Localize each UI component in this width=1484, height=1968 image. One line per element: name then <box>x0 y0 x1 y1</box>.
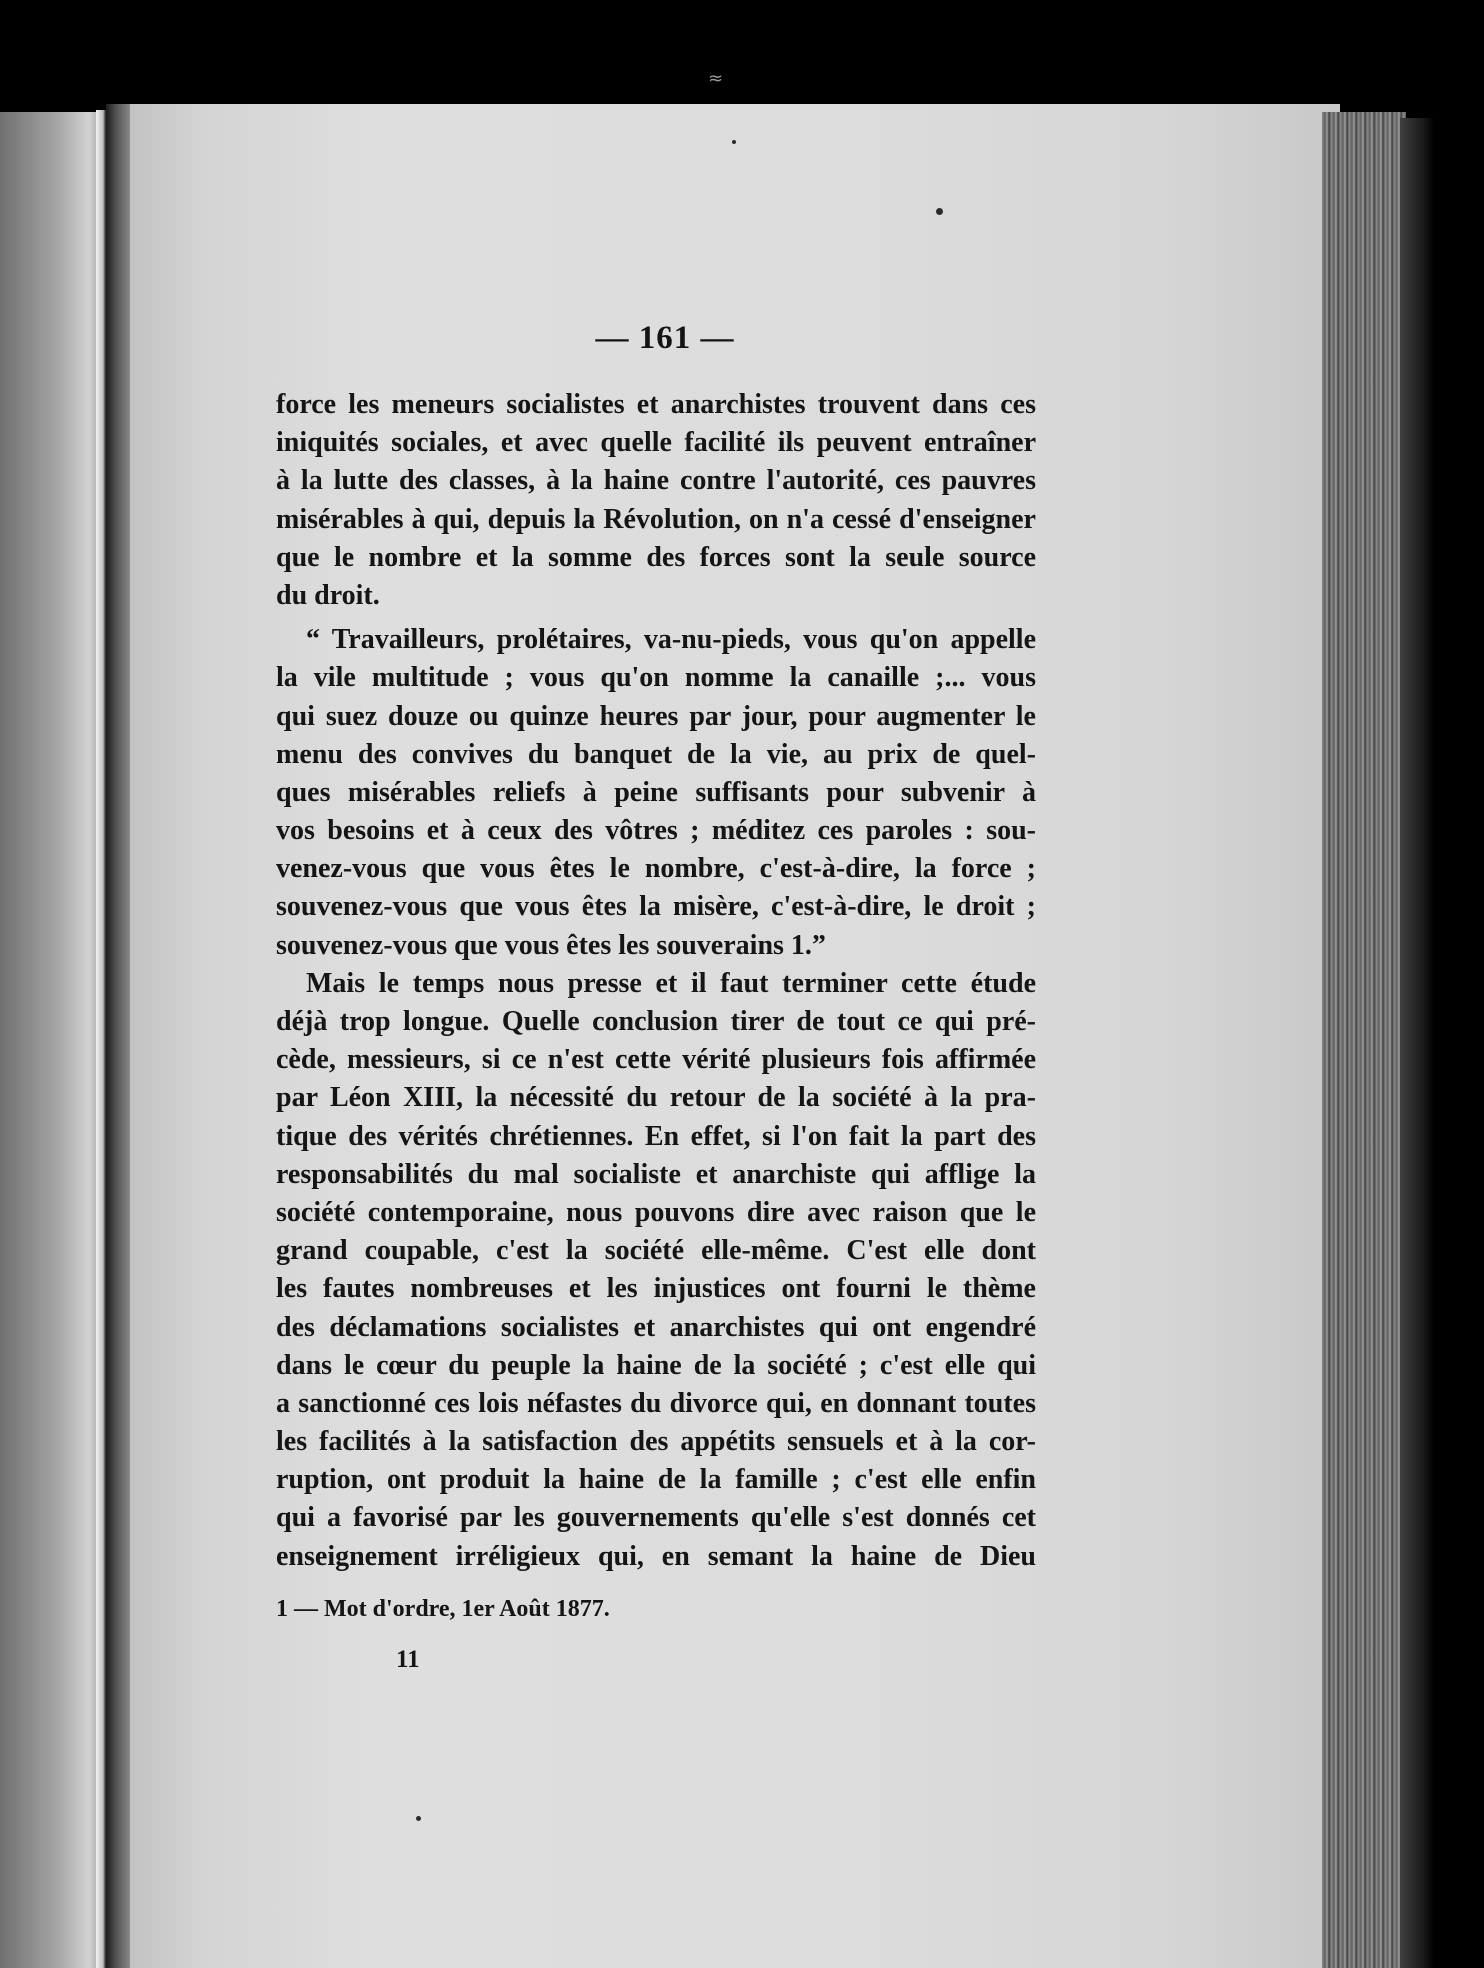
body-text <box>276 386 1036 1576</box>
text-line: qui suez douze ou quinze heures par jour, pour augmenter le <box>276 700 1036 732</box>
text-line: Mais le temps nous presse et il faut terminer cette étude <box>306 967 1036 999</box>
page-block-edges <box>1322 112 1406 1968</box>
text-line: souvenez-vous que vous êtes la misère, c'est-à-dire, le droit ; <box>276 891 1036 923</box>
text-line: cède, messieurs, si ce n'est cette vérité plusieurs fois affirmée <box>276 1044 1036 1076</box>
text-line: grand coupable, c'est la société elle-même. C'est elle dont <box>276 1235 1036 1267</box>
book-fore-edge-shadow <box>1400 118 1434 1968</box>
text-line: ruption, ont produit la haine de la famille ; c'est elle enfin <box>276 1464 1036 1496</box>
text-line: la vile multitude ; vous qu'on nomme la canaille ;... vous <box>276 662 1036 694</box>
text-line: des déclamations socialistes et anarchistes qui ont engendré <box>276 1311 1036 1343</box>
text-line: venez-vous que vous êtes le nombre, c'est-à-dire, la force ; <box>276 853 1036 885</box>
signature-mark: 11 <box>396 1646 420 1673</box>
dust-speck <box>416 1816 421 1821</box>
text-line: “ Travailleurs, prolétaires, va-nu-pieds, vous qu'on appelle <box>306 624 1036 656</box>
text-line: tique des vérités chrétiennes. En effet, si l'on fait la part des <box>276 1120 1036 1152</box>
text-line: dans le cœur du peuple la haine de la société ; c'est elle qui <box>276 1349 1036 1381</box>
text-line: du droit. <box>276 579 380 611</box>
text-line: société contemporaine, nous pouvons dire avec raison que le <box>276 1196 1036 1228</box>
book-gutter <box>106 104 132 1968</box>
text-line: déjà trop longue. Quelle conclusion tirer de tout ce qui pré- <box>276 1006 1036 1037</box>
text-line: les fautes nombreuses et les injustices ont fourni le thème <box>276 1273 1036 1305</box>
text-line: qui a favorisé par les gouvernements qu'elle s'est donnés cet <box>276 1502 1036 1534</box>
footnote: 1 — Mot d'ordre, 1er Août 1877. <box>276 1596 610 1622</box>
text-line: a sanctionné ces lois néfastes du divorce qui, en donnant toutes <box>276 1387 1036 1419</box>
scan-artifact-mark: ≈ <box>708 68 724 89</box>
text-line: responsabilités du mal socialiste et anarchiste qui afflige la <box>276 1158 1036 1190</box>
text-line: vos besoins et à ceux des vôtres ; méditez ces paroles : sou- <box>276 815 1036 847</box>
text-line: menu des convives du banquet de la vie, au prix de quel- <box>276 738 1036 770</box>
text-line: force les meneurs socialistes et anarchistes trouvent dans ces <box>276 389 1036 420</box>
text-line: que le nombre et la somme des forces sont la seule source <box>276 541 1036 573</box>
text-line: iniquités sociales, et avec quelle facilité ils peuvent entraîner <box>276 427 1036 459</box>
left-page-sliver <box>0 112 105 1968</box>
dust-speck <box>732 140 736 144</box>
text-line: à la lutte des classes, à la haine contre l'autorité, ces pauvres <box>276 465 1036 497</box>
text-line: souvenez-vous que vous êtes les souverains 1.” <box>276 929 826 961</box>
text-line: ques misérables reliefs à peine suffisants pour subvenir à <box>276 776 1036 808</box>
text-line: enseignement irréligieux qui, en semant la haine de Dieu <box>276 1540 1036 1572</box>
left-page-edge <box>96 110 106 1968</box>
text-line: les facilités à la satisfaction des appétits sensuels et à la cor- <box>276 1426 1036 1458</box>
dust-speck <box>936 208 943 215</box>
page-number: — 161 — <box>595 320 735 356</box>
text-line: par Léon XIII, la nécessité du retour de la société à la pra- <box>276 1082 1036 1114</box>
text-line: misérables à qui, depuis la Révolution, on n'a cessé d'enseigner <box>276 503 1036 535</box>
